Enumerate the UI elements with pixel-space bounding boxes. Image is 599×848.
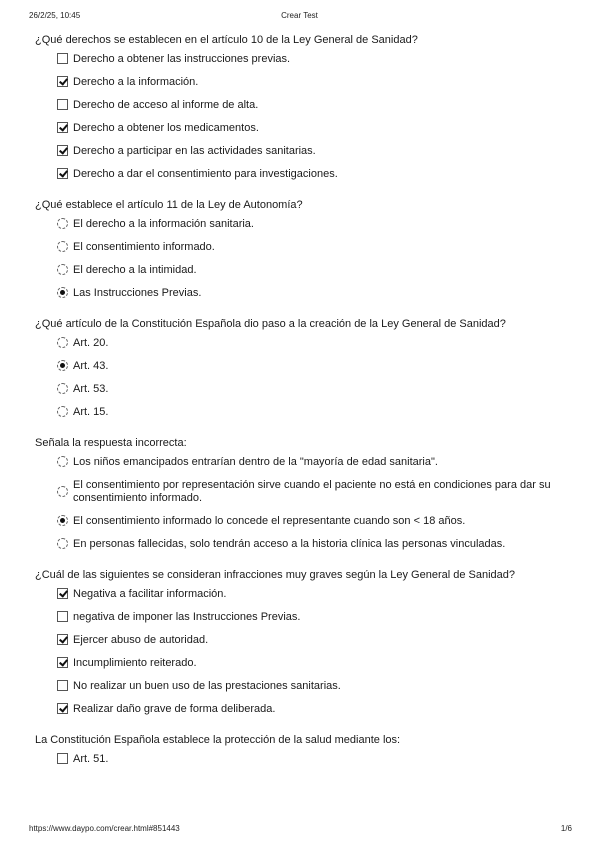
page-url: https://www.daypo.com/crear.html#851443 (29, 824, 180, 833)
radio-unselected[interactable] (57, 264, 68, 275)
question-text: La Constitución Española establece la protección de la salud mediante los: (35, 734, 401, 746)
checkbox-checked[interactable] (57, 145, 68, 156)
answer-options (57, 588, 560, 716)
answer-option[interactable] (57, 753, 560, 766)
radio-selected[interactable] (57, 515, 68, 526)
answer-option[interactable] (57, 168, 560, 181)
question-block (35, 568, 560, 716)
print-datetime: 26/2/25, 10:45 (29, 11, 81, 20)
answer-label: Ejercer abuso de autoridad. (73, 634, 209, 646)
radio-selected[interactable] (57, 287, 68, 298)
answer-options (57, 218, 560, 300)
answer-option[interactable] (57, 588, 560, 601)
checkbox-unchecked[interactable] (57, 680, 68, 691)
radio-unselected[interactable] (57, 538, 68, 549)
answer-label: Derecho a obtener los medicamentos. (73, 122, 259, 134)
answer-label: El consentimiento informado. (73, 241, 215, 253)
answer-option[interactable] (57, 703, 560, 716)
answer-option[interactable] (57, 337, 560, 350)
checkbox-checked[interactable] (57, 657, 68, 668)
answer-label: El consentimiento por representación sirve cuando el paciente no está en condiciones para dar su consentimiento informado. (73, 479, 551, 504)
radio-unselected[interactable] (57, 337, 68, 348)
radio-selected[interactable] (57, 360, 68, 371)
answer-label: Derecho a la información. (73, 76, 199, 88)
question-block (35, 733, 560, 766)
question-text: ¿Qué establece el artículo 11 de la Ley de Autonomía? (35, 199, 303, 211)
answer-label: Realizar daño grave de forma deliberada. (73, 703, 276, 715)
checkbox-unchecked[interactable] (57, 753, 68, 764)
answer-label: Derecho a obtener las instrucciones previas. (73, 53, 291, 65)
answer-option[interactable] (57, 241, 560, 254)
answer-options (57, 337, 560, 419)
checkbox-checked[interactable] (57, 703, 68, 714)
checkbox-checked[interactable] (57, 588, 68, 599)
checkbox-checked[interactable] (57, 122, 68, 133)
question-text: ¿Qué derechos se establecen en el artículo 10 de la Ley General de Sanidad? (35, 34, 418, 46)
checkbox-checked[interactable] (57, 168, 68, 179)
answer-option[interactable] (57, 515, 560, 528)
answer-label: En personas fallecidas, solo tendrán acceso a la historia clínica las personas vinculadas. (73, 538, 506, 550)
answer-label: Derecho a dar el consentimiento para investigaciones. (73, 168, 338, 180)
answer-option[interactable] (57, 657, 560, 670)
answer-option[interactable] (57, 406, 560, 419)
answer-option[interactable] (57, 479, 560, 505)
answer-option[interactable] (57, 383, 560, 396)
radio-unselected[interactable] (57, 383, 68, 394)
answer-option[interactable] (57, 634, 560, 647)
question-block (35, 33, 560, 181)
answer-label: Las Instrucciones Previas. (73, 287, 202, 299)
checkbox-unchecked[interactable] (57, 53, 68, 64)
answer-option[interactable] (57, 680, 560, 693)
answer-options (57, 753, 560, 766)
answer-label: Negativa a facilitar información. (73, 588, 227, 600)
radio-unselected[interactable] (57, 218, 68, 229)
answer-option[interactable] (57, 611, 560, 624)
radio-unselected[interactable] (57, 241, 68, 252)
answer-label: El derecho a la información sanitaria. (73, 218, 254, 230)
answer-label: negativa de imponer las Instrucciones Previas. (73, 611, 301, 623)
checkbox-checked[interactable] (57, 76, 68, 87)
checkbox-unchecked[interactable] (57, 99, 68, 110)
answer-label: Derecho a participar en las actividades sanitarias. (73, 145, 316, 157)
answer-option[interactable] (57, 287, 560, 300)
checkbox-checked[interactable] (57, 634, 68, 645)
answer-option[interactable] (57, 122, 560, 135)
answer-option[interactable] (57, 264, 560, 277)
question-block (35, 317, 560, 419)
answer-label: Art. 43. (73, 360, 109, 372)
answer-option[interactable] (57, 99, 560, 112)
question-block (35, 436, 560, 551)
checkbox-unchecked[interactable] (57, 611, 68, 622)
radio-unselected[interactable] (57, 456, 68, 467)
answer-label: Art. 20. (73, 337, 109, 349)
questions-list (35, 33, 560, 783)
answer-label: Art. 53. (73, 383, 109, 395)
answer-option[interactable] (57, 145, 560, 158)
answer-option[interactable] (57, 456, 560, 469)
page-number: 1/6 (560, 824, 572, 833)
answer-label: Incumplimiento reiterado. (73, 657, 197, 669)
answer-label: Los niños emancipados entrarían dentro de la "mayoría de edad sanitaria". (73, 456, 438, 468)
radio-unselected[interactable] (57, 406, 68, 417)
question-text: Señala la respuesta incorrecta: (35, 437, 187, 449)
answer-label: No realizar un buen uso de las prestaciones sanitarias. (73, 680, 341, 692)
answer-option[interactable] (57, 76, 560, 89)
answer-option[interactable] (57, 360, 560, 373)
answer-label: El consentimiento informado lo concede el representante cuando son < 18 años. (73, 515, 466, 527)
answer-label: Art. 15. (73, 406, 109, 418)
question-text: ¿Qué artículo de la Constitución Española dio paso a la creación de la Ley General de Sanidad? (35, 318, 506, 330)
question-block (35, 198, 560, 300)
answer-label: Art. 51. (73, 753, 109, 765)
question-text: ¿Cuál de las siguientes se consideran infracciones muy graves según la Ley General de Sanidad? (35, 569, 516, 581)
answer-option[interactable] (57, 218, 560, 231)
answer-options (57, 53, 560, 181)
answer-label: El derecho a la intimidad. (73, 264, 197, 276)
answer-option[interactable] (57, 53, 560, 66)
radio-unselected[interactable] (57, 486, 68, 497)
page-title: Crear Test (281, 11, 318, 20)
answer-options (57, 456, 560, 551)
answer-option[interactable] (57, 538, 560, 551)
answer-label: Derecho de acceso al informe de alta. (73, 99, 259, 111)
